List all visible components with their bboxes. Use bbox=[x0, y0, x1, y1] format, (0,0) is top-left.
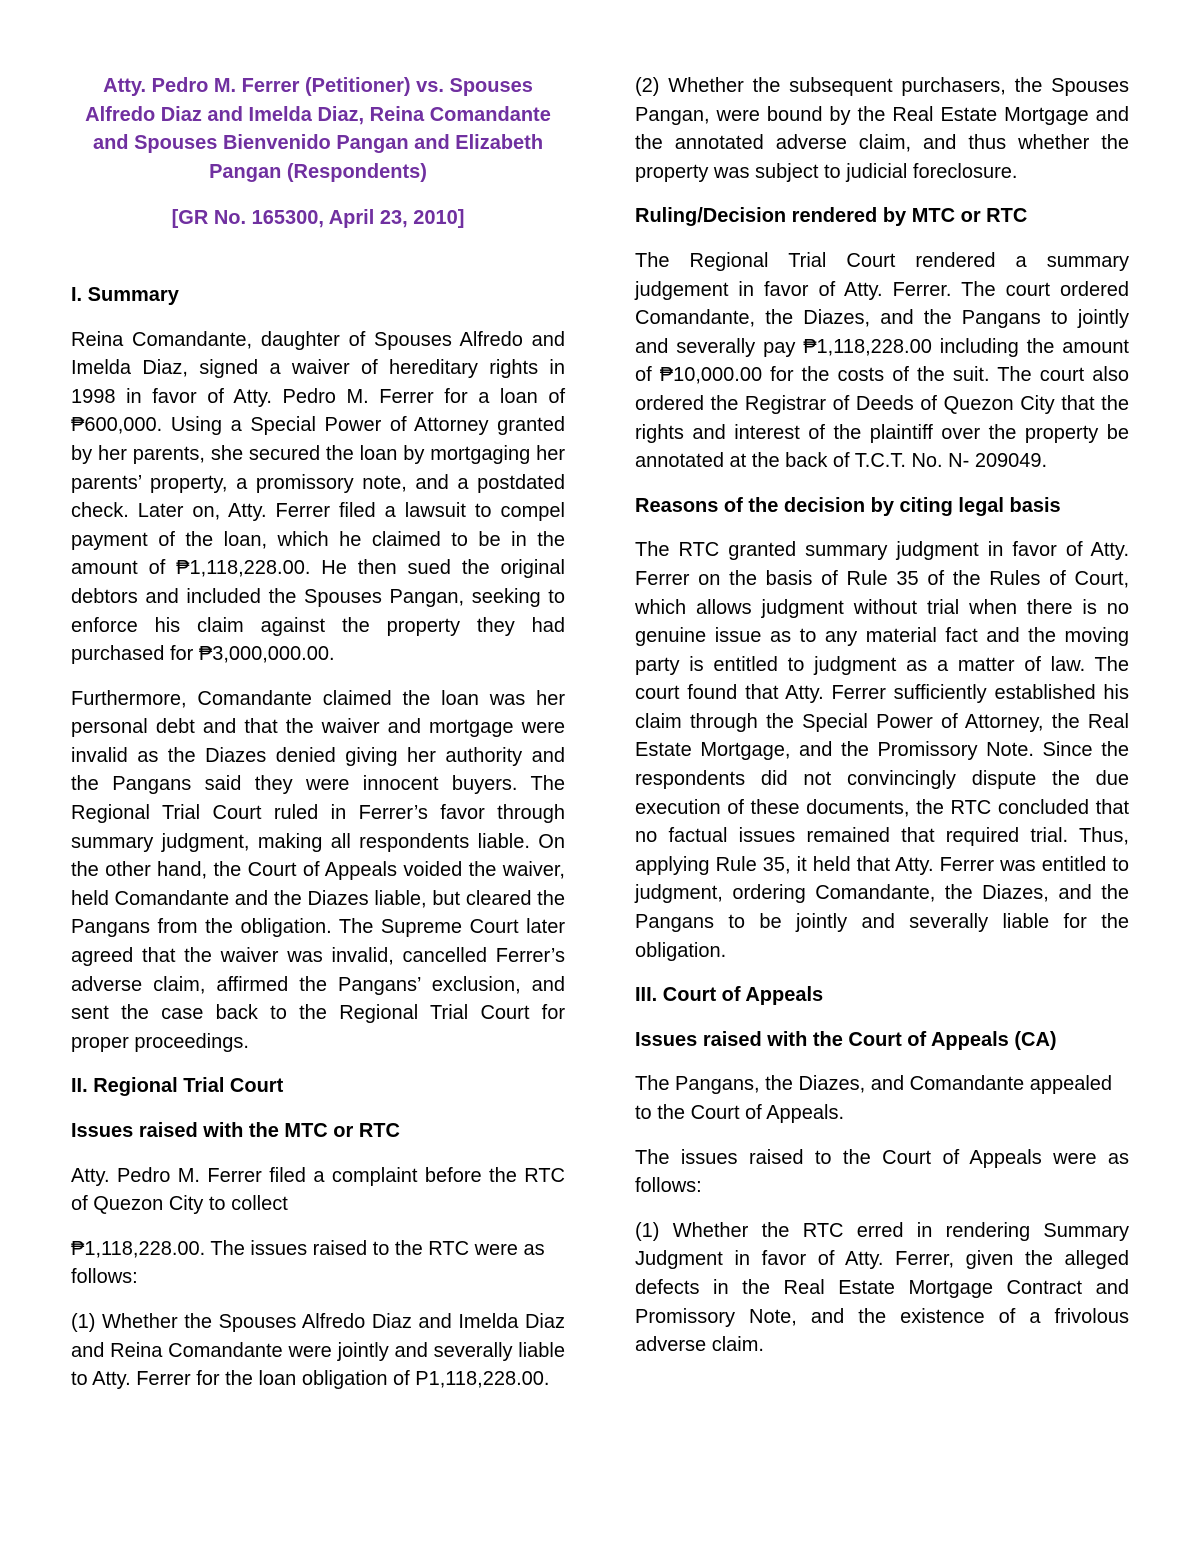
ca-issues-heading: Issues raised with the Court of Appeals (CA) bbox=[635, 1028, 1057, 1051]
ca-paragraph-1: The Pangans, the Diazes, and Comandante appealed to the Court of Appeals. bbox=[635, 1073, 1113, 1124]
rtc-heading: II. Regional Trial Court bbox=[71, 1075, 284, 1098]
rtc-reasons-text: The RTC granted summary judgment in favor of Atty. Ferrer on the basis of Rule 35 of the Rules of Court, which allows judgment without trial when there is no genuine issue as to any material fact and the moving party is entitled to judgment as a matter of law. The court found that Atty. Ferrer sufficiently established his claim through the Special Power of Attorney, the Real Estate Mortgage, and the Promissory Note. Since the respondents did not convincingly dispute the due execution of these documents, the RTC concluded that no factual issues remained that required trial. Thus, applying Rule 35, it held that Atty. Ferrer was entitled to judgment, ordering Comandante, the Diazes, and the Pangans to be jointly and severally liable for the obligation. bbox=[635, 539, 1129, 962]
rtc-reasons-heading: Reasons of the decision by citing legal basis bbox=[635, 494, 1061, 517]
summary-heading: I. Summary bbox=[71, 283, 179, 306]
ca-heading: III. Court of Appeals bbox=[635, 984, 824, 1007]
rtc-issues-heading: Issues raised with the MTC or RTC bbox=[71, 1120, 400, 1142]
case-citation: [GR No. 165300, April 23, 2010] bbox=[171, 207, 465, 230]
rtc-paragraph-1: Atty. Pedro M. Ferrer filed a complaint before the RTC of Quezon City to collect bbox=[71, 1164, 565, 1216]
rtc-ruling-text: The Regional Trial Court rendered a summary judgement in favor of Atty. Ferrer. The court ordered Comandante, the Diazes, and the Pangans to jointly and severally pay ₱1,118,228.00 including the amount of ₱10,000.00 for the costs of the suit. The court also ordered the Registrar of Deeds of Quezon City that the rights and interest of the plaintiff over the property be annotated at the back of T.C.T. No. N- 209049. bbox=[635, 249, 1129, 473]
summary-paragraph-2: Furthermore, Comandante claimed the loan was her personal debt and that the waiver and mortgage were invalid as the Diazes denied giving her authority and the Pangans said they were innocent buyers. The Regional Trial Court ruled in Ferrer’s favor through summary judgment, making all respondents liable. On the other hand, the Court of Appeals voided the waiver, held Comandante and the Diazes liable, but cleared the Pangans from the obligation. The Supreme Court later agreed that the waiver was invalid, cancelled Ferrer’s adverse claim, affirmed the Pangans’ exclusion, and sent the case back to the Regional Trial Court for proper proceedings. bbox=[71, 687, 565, 1053]
case-title: Atty. Pedro M. Ferrer (Petitioner) vs. Spouses Alfredo Diaz and Imelda Diaz, Reina Comandante and Spouses Bienvenido Pangan and Elizabeth Pangan (Respondents) bbox=[85, 75, 551, 183]
rtc-paragraph-2: ₱1,118,228.00. The issues raised to the RTC were as follows: bbox=[71, 1237, 545, 1289]
ca-issue-1: (1) Whether the RTC erred in rendering Summary Judgment in favor of Atty. Ferrer, given the alleged defects in the Real Estate Mortgage Contract and Promissory Note, and the existence of a frivolous adverse claim. bbox=[635, 1219, 1129, 1357]
summary-paragraph-1: Reina Comandante, daughter of Spouses Alfredo and Imelda Diaz, signed a waiver of hereditary rights in 1998 in favor of Atty. Pedro M. Ferrer for a loan of ₱600,000. Using a Special Power of Attorney granted by her parents, she secured the loan by mortgaging her parents’ property, a promissory note, and a postdated check. Later on, Atty. Ferrer filed a lawsuit to compel payment of the loan, which he claimed to be in the amount of ₱1,118,228.00. He then sued the original debtors and included the Spouses Pangan, seeking to enforce his claim against the property they had purchased for ₱3,000,000.00. bbox=[71, 328, 565, 666]
rtc-ruling-heading: Ruling/Decision rendered by MTC or RTC bbox=[635, 205, 1028, 228]
rtc-issue-2: (2) Whether the subsequent purchasers, the Spouses Pangan, were bound by the Real Estate Mortgage and the annotated adverse claim, and thus whether the property was subject to judicial foreclosure. bbox=[635, 75, 1129, 183]
left-column bbox=[71, 72, 565, 1410]
rtc-issue-1: (1) Whether the Spouses Alfredo Diaz and Imelda Diaz and Reina Comandante were jointly and severally liable to Atty. Ferrer for the loan obligation of P1,118,228.00. bbox=[71, 1310, 565, 1391]
right-column bbox=[635, 72, 1129, 1376]
ca-paragraph-2: The issues raised to the Court of Appeals were as follows: bbox=[635, 1146, 1129, 1198]
